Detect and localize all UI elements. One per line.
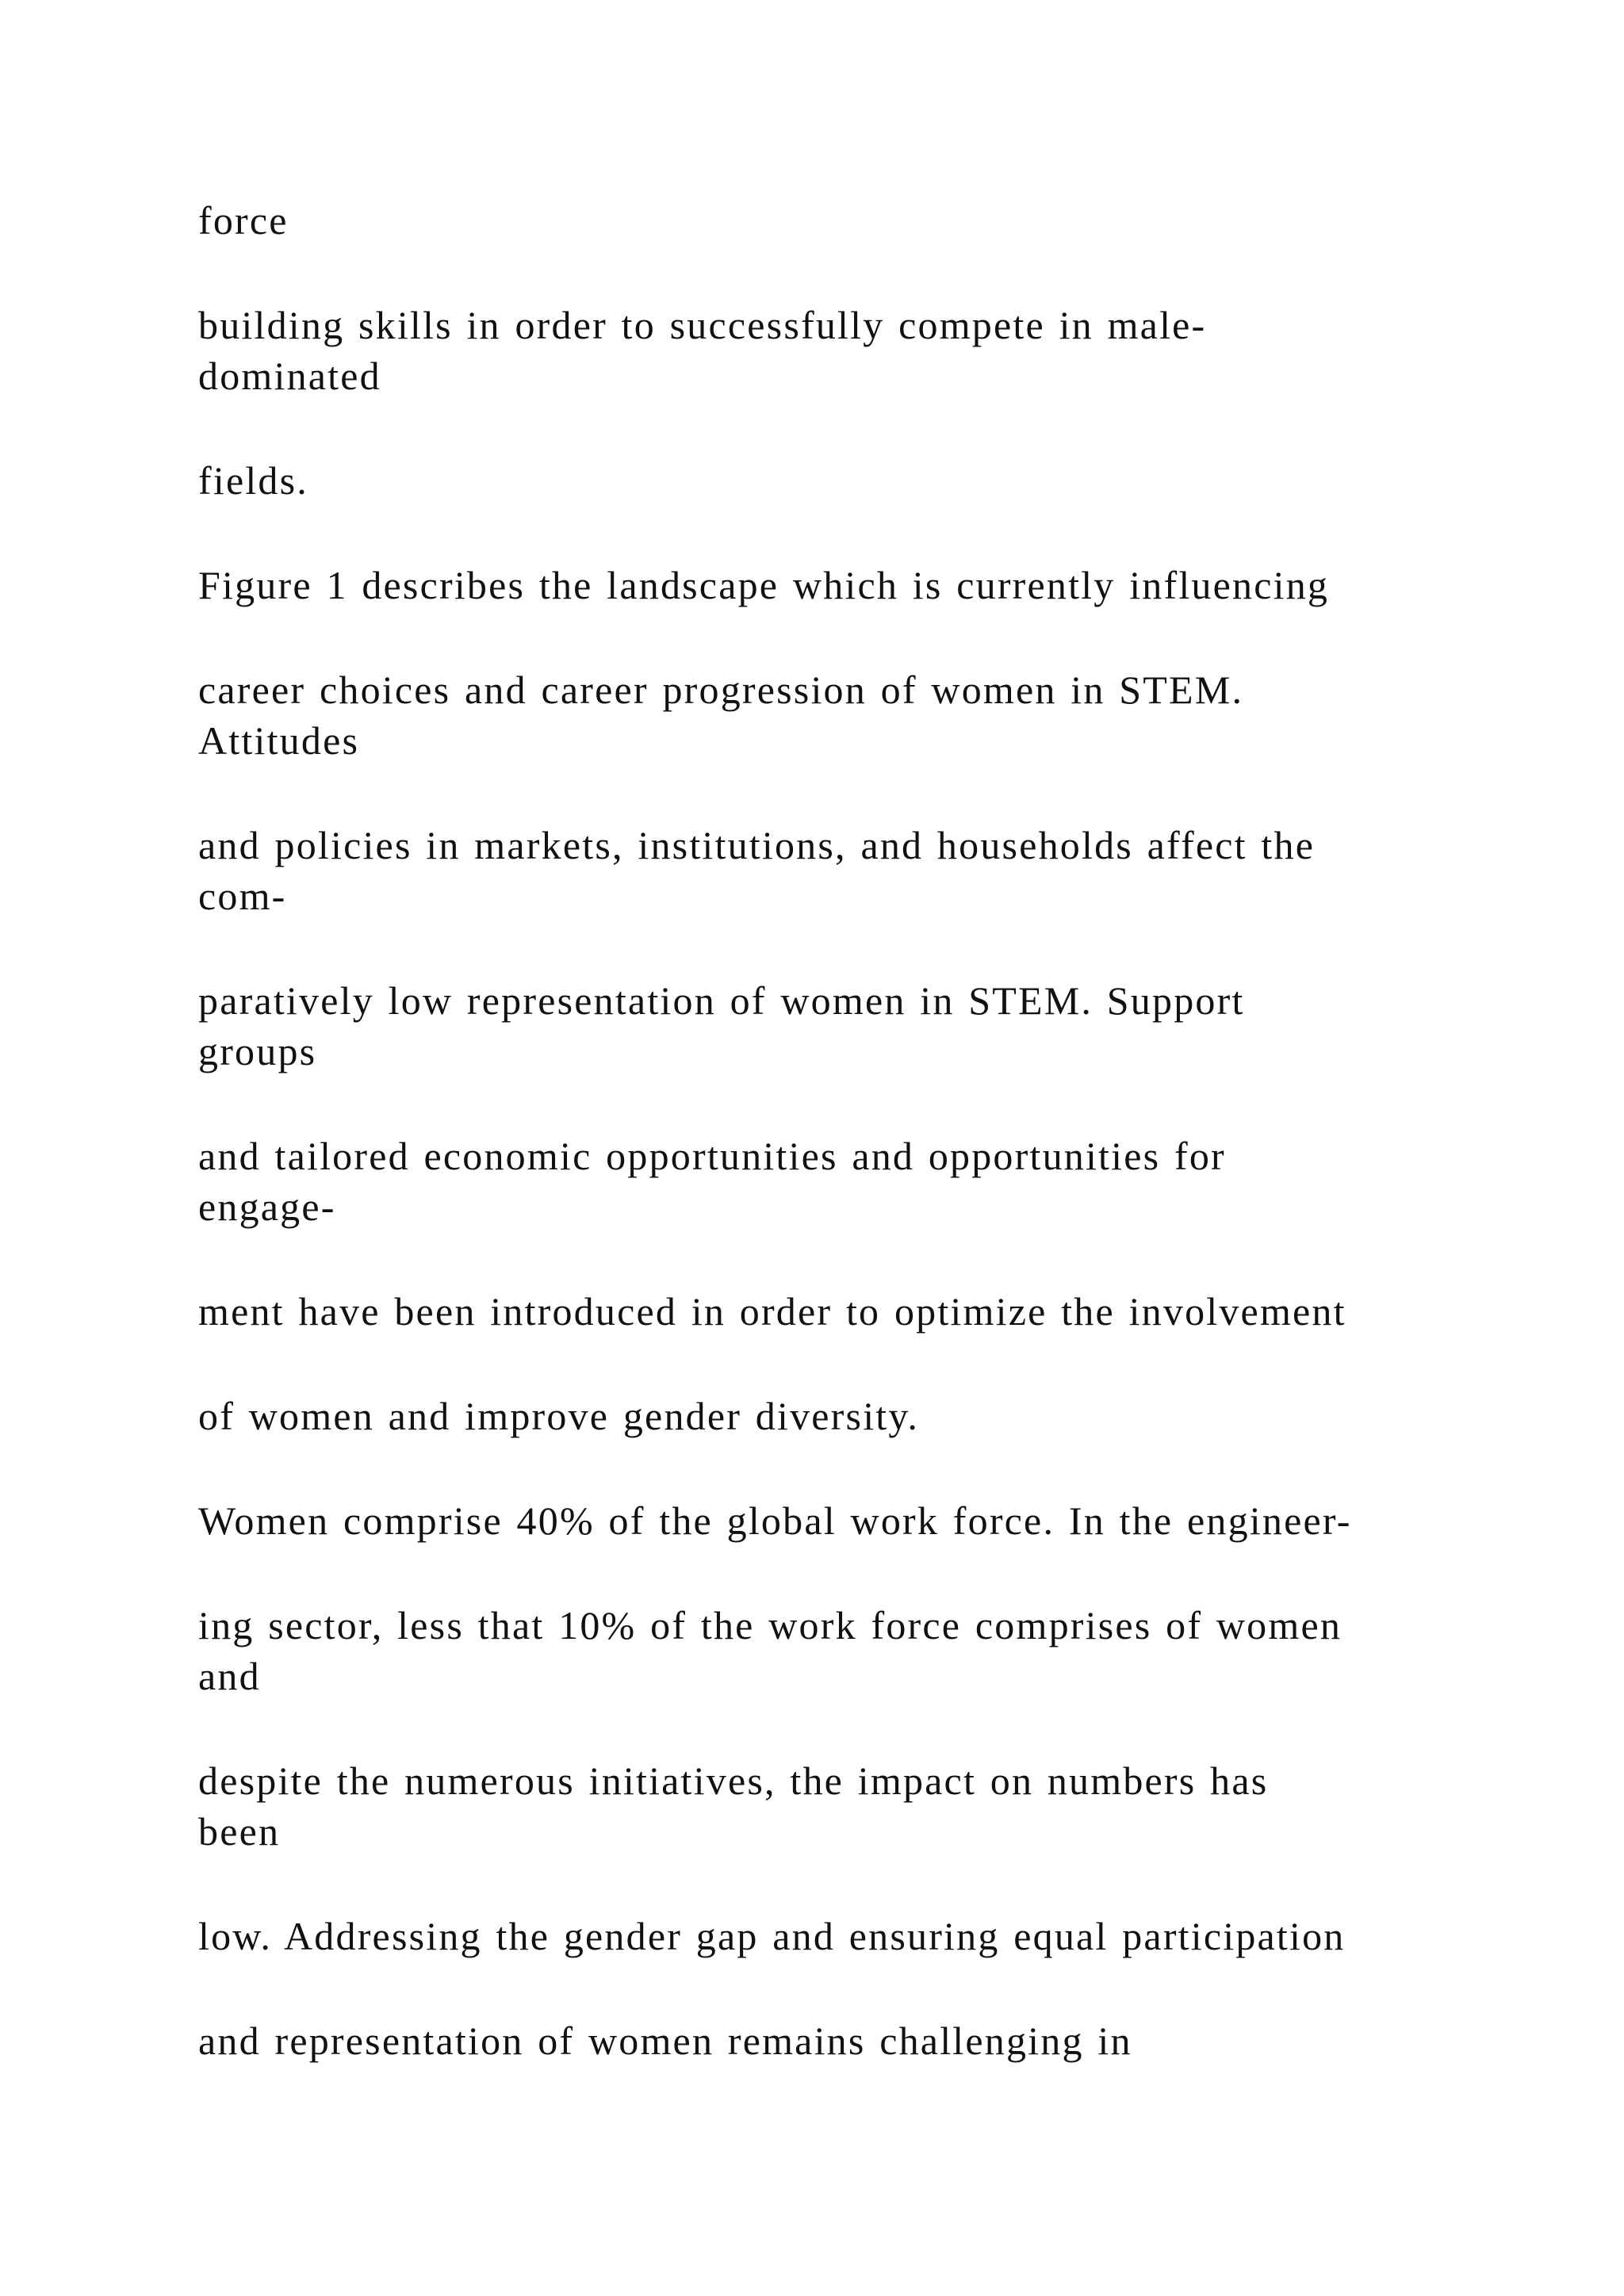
paragraph: [198, 2015, 1483, 2066]
text-line: fields.: [198, 458, 308, 503]
paragraph: [198, 560, 1483, 610]
paragraph: [198, 975, 1483, 1077]
text-line: and policies in markets, institutions, and households affect the: [198, 823, 1316, 867]
text-line: com-: [198, 874, 287, 918]
text-line: Figure 1 describes the landscape which is currently influencing: [198, 563, 1330, 607]
text-line: Attitudes: [198, 718, 360, 763]
text-line: paratively low representation of women in STEM. Support: [198, 978, 1245, 1023]
paragraph: [198, 1286, 1483, 1337]
text-line: engage-: [198, 1184, 336, 1229]
paragraph: [198, 1495, 1483, 1546]
body-text: [198, 195, 1483, 2066]
text-line: ment have been introduced in order to optimize the involvement: [198, 1289, 1346, 1334]
text-line: dominated: [198, 354, 381, 398]
text-line: despite the numerous initiatives, the impact on numbers has: [198, 1758, 1269, 1803]
paragraph: [198, 195, 1483, 246]
text-line: low. Addressing the gender gap and ensuring equal participation: [198, 1914, 1346, 1958]
paragraph: [198, 455, 1483, 506]
text-line: been: [198, 1809, 281, 1854]
text-line: and tailored economic opportunities and opportunities for: [198, 1134, 1226, 1178]
paragraph: [198, 664, 1483, 766]
paragraph: [198, 1391, 1483, 1441]
paragraph: [198, 1131, 1483, 1232]
paragraph: [198, 1755, 1483, 1857]
text-line: groups: [198, 1029, 317, 1073]
text-line: and: [198, 1654, 261, 1698]
text-line: career choices and career progression of women in STEM.: [198, 668, 1244, 712]
paragraph: [198, 1600, 1483, 1701]
paragraph: [198, 1911, 1483, 1961]
text-line: Women comprise 40% of the global work force. In the engineer-: [198, 1498, 1352, 1543]
text-line: building skills in order to successfully compete in male-: [198, 303, 1207, 347]
paragraph: [198, 300, 1483, 401]
text-line: of women and improve gender diversity.: [198, 1394, 920, 1438]
text-line: force: [198, 198, 289, 243]
paragraph: [198, 820, 1483, 921]
text-line: and representation of women remains challenging in: [198, 2019, 1132, 2063]
text-line: ing sector, less that 10% of the work force comprises of women: [198, 1603, 1342, 1647]
